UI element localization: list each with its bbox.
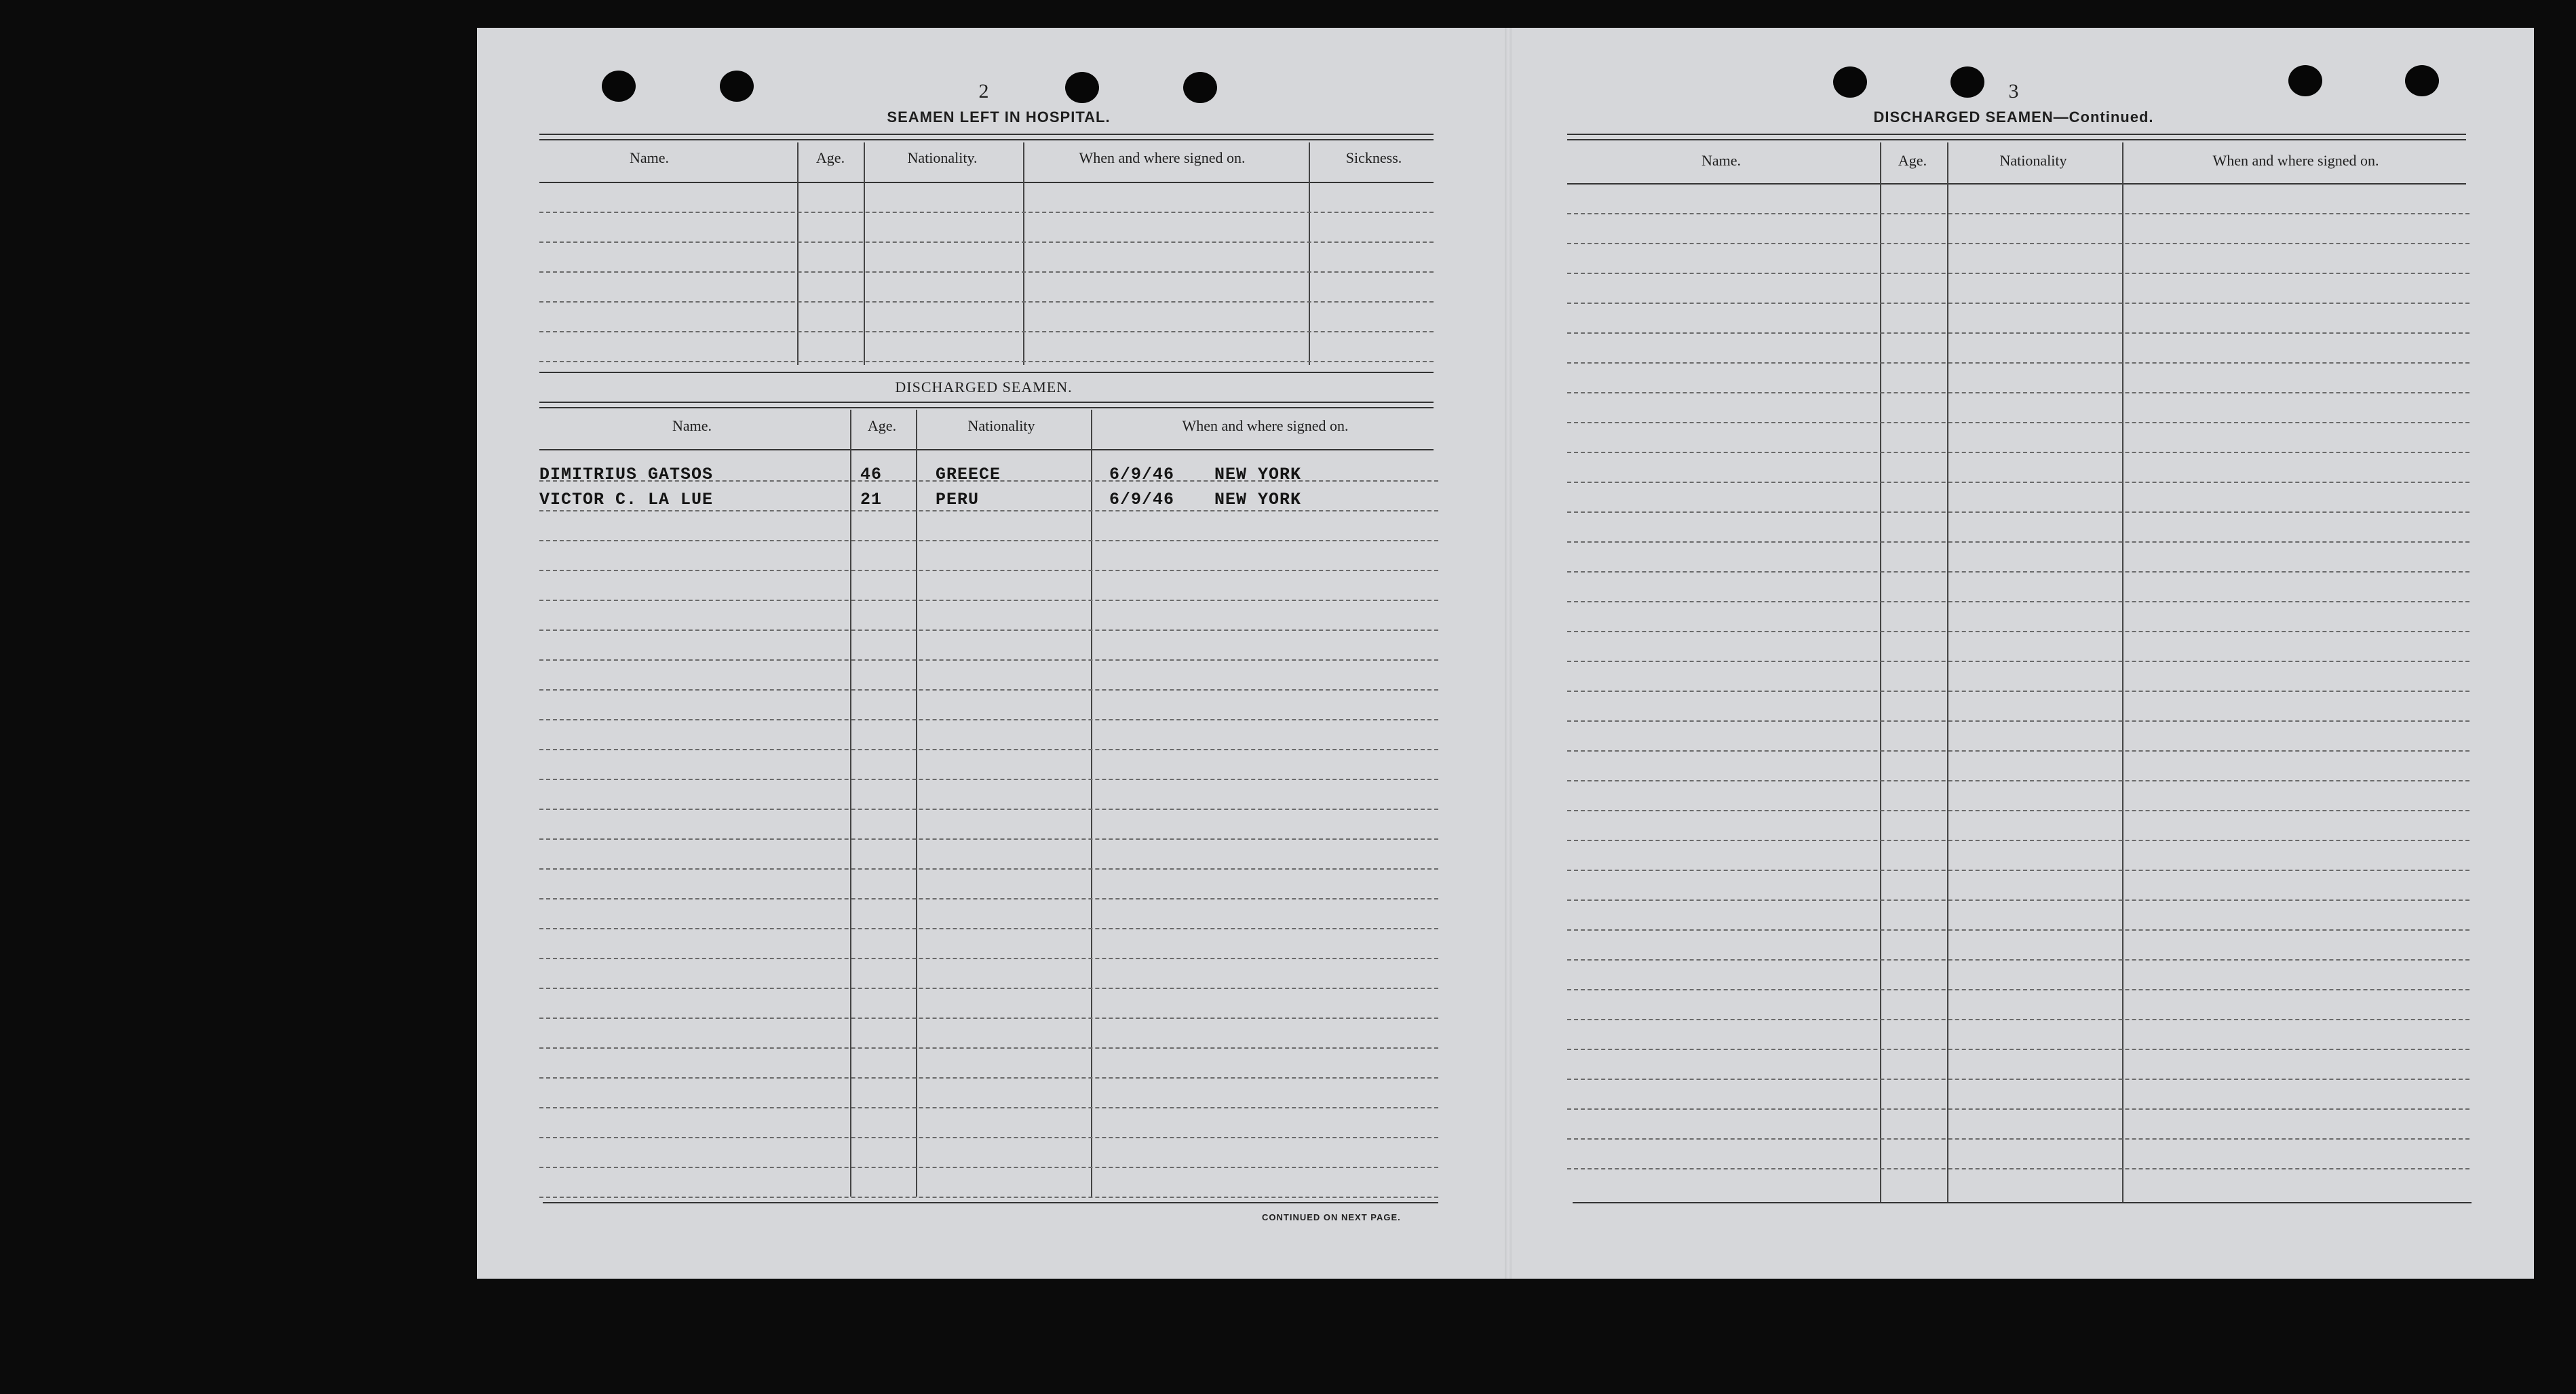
bottom-rule [543, 1202, 1438, 1203]
ruled-line [1567, 1168, 2469, 1169]
ruled-line [1567, 750, 2469, 752]
signed-on-place: NEW YORK [1214, 465, 1302, 484]
column-header-age: Age. [867, 417, 897, 434]
header-rule [539, 449, 1434, 450]
punch-hole [2288, 65, 2322, 96]
column-header-age: Age. [815, 149, 845, 166]
ruled-line [539, 1107, 1438, 1108]
ruled-line [539, 361, 1434, 362]
ruled-line [539, 1167, 1438, 1168]
ruled-line [1567, 541, 2469, 543]
ruled-line [1567, 511, 2469, 513]
punch-hole [720, 71, 754, 102]
seaman-nationality: GREECE [936, 465, 1001, 484]
ruled-line [1567, 720, 2469, 722]
page-fold [1505, 28, 1512, 1279]
seaman-name: VICTOR C. LA LUE [539, 490, 714, 509]
ruled-line [539, 988, 1438, 989]
ruled-line [1567, 392, 2469, 393]
double-rule [539, 402, 1434, 408]
seaman-age: 46 [860, 465, 883, 484]
ruled-line [1567, 1138, 2469, 1140]
punch-hole [1950, 66, 1984, 98]
punch-hole [1183, 72, 1217, 103]
ruled-line [1567, 870, 2469, 871]
column-divider [916, 410, 917, 1197]
signed-on-date: 6/9/46 [1109, 490, 1175, 509]
ruled-line [539, 1047, 1438, 1049]
ruled-line [539, 958, 1438, 959]
page-number: 3 [2008, 80, 2019, 102]
ruled-line [1567, 959, 2469, 961]
ruled-line [1567, 1108, 2469, 1110]
column-header-signed-on: When and where signed on. [1079, 149, 1246, 166]
double-rule [539, 134, 1434, 140]
bottom-rule [1573, 1202, 2472, 1203]
column-divider [2122, 142, 2123, 1202]
column-header-name: Name. [1701, 152, 1742, 169]
column-header-nationality: Nationality [967, 417, 1035, 434]
ruled-line [1567, 213, 2469, 214]
ruled-line [1567, 571, 2469, 573]
column-header-name: Name. [629, 149, 670, 166]
ruled-line [1567, 482, 2469, 483]
column-header-sickness: Sickness. [1345, 149, 1402, 166]
header-rule [539, 182, 1434, 183]
seaman-age: 21 [860, 490, 883, 509]
ruled-line [1567, 362, 2469, 364]
ruled-line [1567, 810, 2469, 811]
ruled-line [1567, 422, 2469, 423]
seaman-nationality: PERU [936, 490, 980, 509]
column-divider [1091, 410, 1092, 1197]
ruled-line [1567, 631, 2469, 632]
ruled-line [1567, 1019, 2469, 1020]
ruled-line [1567, 303, 2469, 304]
section-rule [539, 372, 1434, 373]
ruled-line [1567, 243, 2469, 244]
ruled-line [539, 510, 1438, 511]
ruled-line [539, 212, 1434, 213]
ruled-line [1567, 989, 2469, 990]
ruled-line [539, 600, 1438, 601]
ruled-line [539, 659, 1438, 661]
column-header-nationality: Nationality [1999, 152, 2067, 169]
ruled-line [539, 1077, 1438, 1079]
ruled-line [539, 719, 1438, 720]
column-header-signed-on: When and where signed on. [1182, 417, 1349, 434]
header-rule [1567, 183, 2466, 185]
ruled-line [539, 540, 1438, 541]
signed-on-place: NEW YORK [1214, 490, 1302, 509]
punch-hole [1065, 72, 1099, 103]
ruled-line [1567, 601, 2469, 602]
ruled-line [539, 928, 1438, 929]
column-divider [850, 410, 851, 1197]
column-divider [1947, 142, 1948, 1202]
continued-note: CONTINUED ON NEXT PAGE. [1262, 1212, 1401, 1222]
ruled-line [1567, 691, 2469, 692]
column-divider [1880, 142, 1881, 1202]
punch-hole [602, 71, 636, 102]
ruled-line [539, 749, 1438, 750]
ruled-line [539, 1197, 1438, 1198]
ruled-line [1567, 899, 2469, 901]
ruled-line [539, 630, 1438, 631]
ruled-line [539, 570, 1438, 571]
punch-hole [2405, 65, 2439, 96]
ruled-line [1567, 1049, 2469, 1050]
ruled-line [539, 331, 1434, 332]
ruled-line [1567, 661, 2469, 662]
ruled-line [539, 1137, 1438, 1138]
column-header-age: Age. [1898, 152, 1927, 169]
column-header-nationality: Nationality. [907, 149, 978, 166]
ruled-line [539, 868, 1438, 870]
column-header-signed-on: When and where signed on. [2212, 152, 2379, 169]
ruled-line [539, 301, 1434, 303]
ruled-line [539, 809, 1438, 810]
ruled-line [539, 271, 1434, 273]
discharged-section-title: DISCHARGED SEAMEN. [895, 379, 1073, 395]
ruled-line [1567, 1079, 2469, 1080]
ruled-line [1567, 929, 2469, 931]
ruled-line [1567, 332, 2469, 334]
hospital-section-title: SEAMEN LEFT IN HOSPITAL. [887, 109, 1111, 125]
ruled-line [1567, 840, 2469, 841]
ruled-line [539, 898, 1438, 899]
ruled-line [1567, 780, 2469, 781]
signed-on-date: 6/9/46 [1109, 465, 1175, 484]
column-header-name: Name. [672, 417, 712, 434]
double-rule [1567, 134, 2466, 140]
ruled-line [539, 1018, 1438, 1019]
ruled-line [539, 689, 1438, 691]
page-number: 2 [978, 80, 989, 102]
ruled-line [539, 779, 1438, 780]
discharged-continued-title: DISCHARGED SEAMEN—Continued. [1873, 109, 2154, 125]
ruled-line [1567, 452, 2469, 453]
seaman-name: DIMITRIUS GATSOS [539, 465, 714, 484]
ruled-line [1567, 273, 2469, 274]
punch-hole [1833, 66, 1867, 98]
ruled-line [539, 838, 1438, 840]
ruled-line [539, 241, 1434, 243]
